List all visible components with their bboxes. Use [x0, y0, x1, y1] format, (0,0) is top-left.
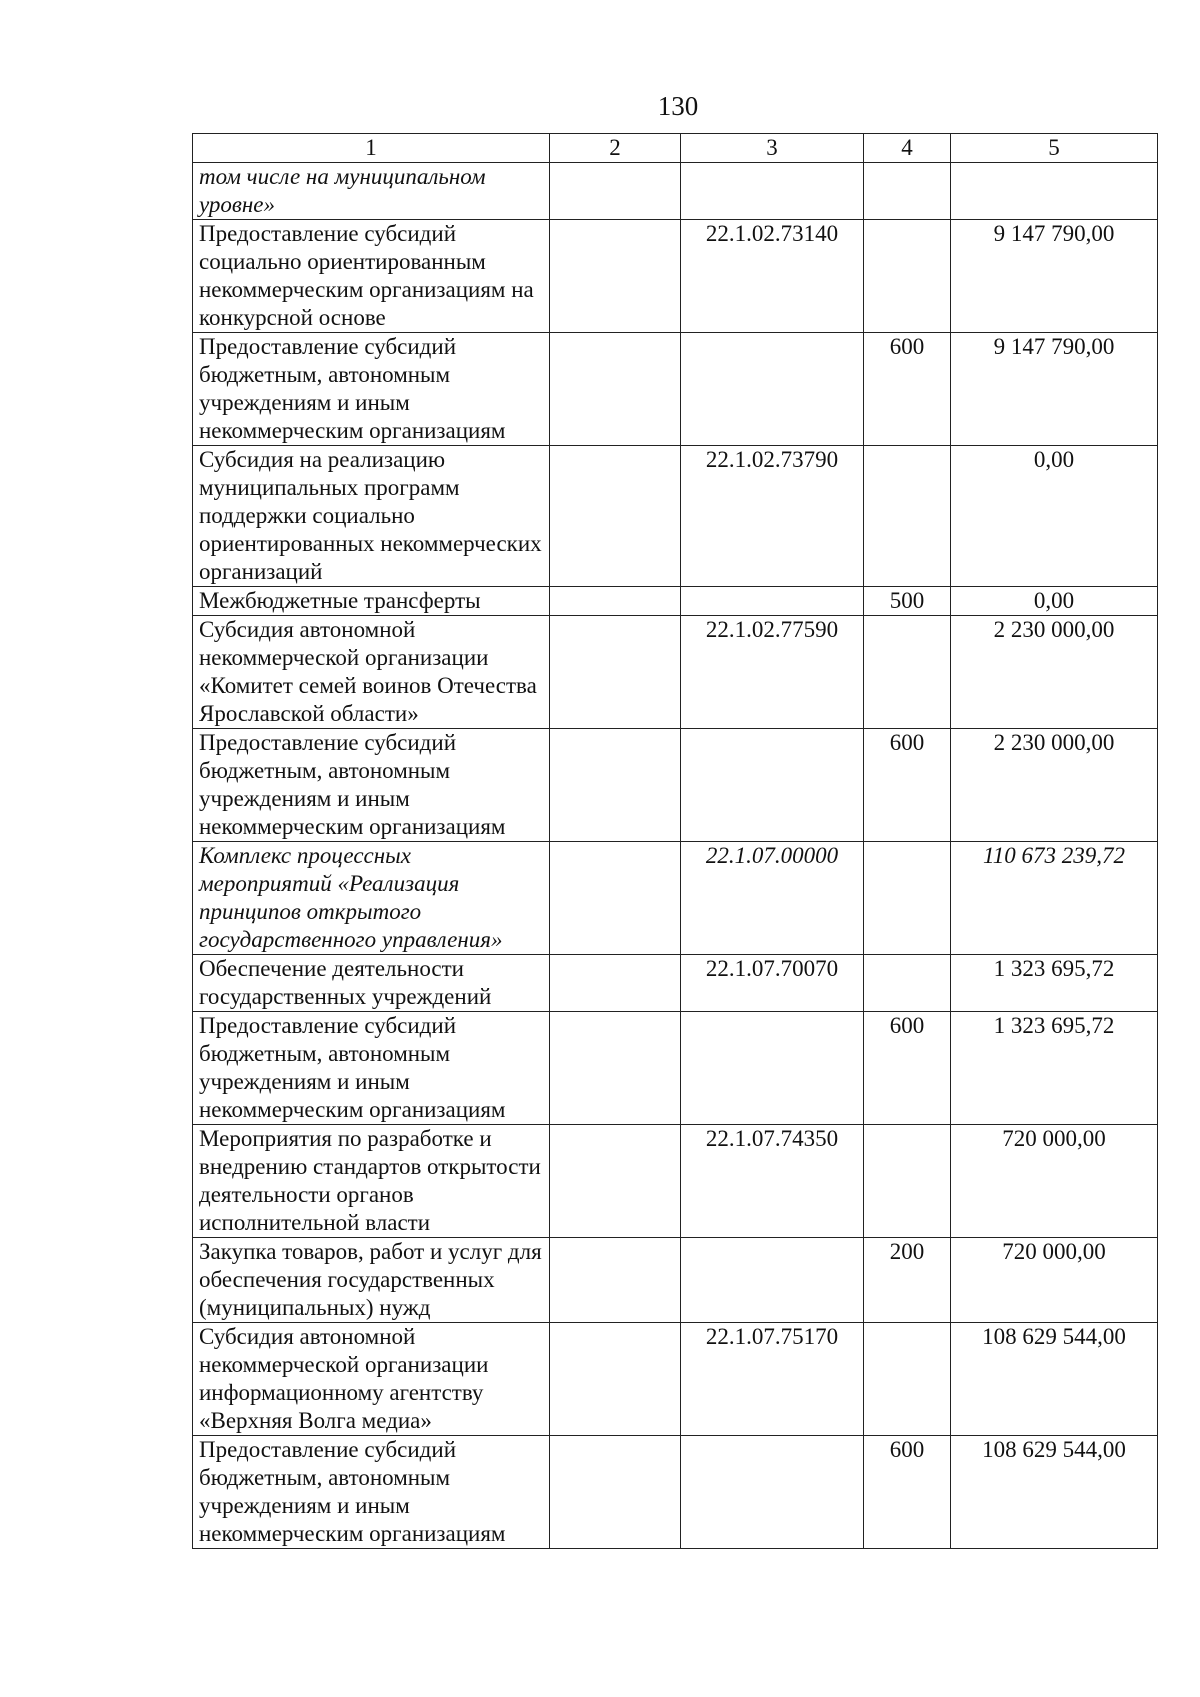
row-name-cell: Предоставление субсидий бюджетным, автономным учреждениям и иным некоммерческим организациям — [193, 333, 550, 446]
row-col2-cell — [550, 587, 681, 616]
row-col2-cell — [550, 955, 681, 1012]
table-row — [193, 587, 1158, 616]
row-name-cell: Предоставление субсидий бюджетным, автономным учреждениям и иным некоммерческим организациям — [193, 729, 550, 842]
row-amount-cell: 2 230 000,00 — [951, 616, 1158, 729]
table-row — [193, 1238, 1158, 1323]
row-amount-cell: 108 629 544,00 — [951, 1323, 1158, 1436]
row-code-cell: 22.1.07.74350 — [681, 1125, 864, 1238]
row-name-cell: том числе на муниципальном уровне» — [193, 163, 550, 220]
table-row — [193, 1323, 1158, 1436]
row-code-cell: 22.1.02.73140 — [681, 220, 864, 333]
column-header-3: 3 — [681, 134, 864, 163]
row-type-cell: 600 — [864, 333, 951, 446]
row-type-cell: 600 — [864, 1012, 951, 1125]
table-row — [193, 616, 1158, 729]
row-name-cell: Предоставление субсидий бюджетным, автономным учреждениям и иным некоммерческим организациям — [193, 1012, 550, 1125]
row-code-cell: 22.1.07.75170 — [681, 1323, 864, 1436]
row-name-cell: Субсидия автономной некоммерческой организации «Комитет семей воинов Отечества Ярославской области» — [193, 616, 550, 729]
page-number: 130 — [657, 91, 699, 121]
row-code-cell: 22.1.02.77590 — [681, 616, 864, 729]
row-amount-cell: 1 323 695,72 — [951, 955, 1158, 1012]
row-code-cell — [681, 1436, 864, 1549]
table-row — [193, 729, 1158, 842]
row-col2-cell — [550, 1012, 681, 1125]
table-row — [193, 842, 1158, 955]
row-type-cell: 200 — [864, 1238, 951, 1323]
row-type-cell: 600 — [864, 729, 951, 842]
row-code-cell — [681, 587, 864, 616]
column-header-1: 1 — [193, 134, 550, 163]
row-type-cell — [864, 220, 951, 333]
row-type-cell — [864, 616, 951, 729]
row-amount-cell: 110 673 239,72 — [951, 842, 1158, 955]
row-col2-cell — [550, 333, 681, 446]
row-col2-cell — [550, 220, 681, 333]
row-amount-cell: 0,00 — [951, 587, 1158, 616]
row-amount-cell: 9 147 790,00 — [951, 333, 1158, 446]
row-code-cell — [681, 1012, 864, 1125]
row-code-cell — [681, 729, 864, 842]
row-col2-cell — [550, 616, 681, 729]
row-code-cell — [681, 1238, 864, 1323]
table-row — [193, 1436, 1158, 1549]
row-name-cell: Предоставление субсидий социально ориентированным некоммерческим организациям на конкурсной основе — [193, 220, 550, 333]
table-header-row — [193, 134, 1158, 163]
table-body — [193, 163, 1158, 1549]
row-type-cell: 500 — [864, 587, 951, 616]
row-name-cell: Обеспечение деятельности государственных учреждений — [193, 955, 550, 1012]
row-col2-cell — [550, 1125, 681, 1238]
row-col2-cell — [550, 163, 681, 220]
row-name-cell: Комплекс процессных мероприятий «Реализация принципов открытого государственного управления» — [193, 842, 550, 955]
row-code-cell: 22.1.02.73790 — [681, 446, 864, 587]
row-amount-cell — [951, 163, 1158, 220]
row-name-cell: Закупка товаров, работ и услуг для обеспечения государственных (муниципальных) нужд — [193, 1238, 550, 1323]
row-amount-cell: 720 000,00 — [951, 1238, 1158, 1323]
row-amount-cell: 720 000,00 — [951, 1125, 1158, 1238]
row-code-cell — [681, 163, 864, 220]
row-col2-cell — [550, 1436, 681, 1549]
row-type-cell — [864, 1323, 951, 1436]
row-type-cell: 600 — [864, 1436, 951, 1549]
row-amount-cell: 1 323 695,72 — [951, 1012, 1158, 1125]
row-code-cell: 22.1.07.00000 — [681, 842, 864, 955]
row-name-cell: Межбюджетные трансферты — [193, 587, 550, 616]
row-code-cell: 22.1.07.70070 — [681, 955, 864, 1012]
row-col2-cell — [550, 446, 681, 587]
row-type-cell — [864, 446, 951, 587]
budget-table — [192, 133, 1158, 1549]
table-row — [193, 163, 1158, 220]
row-name-cell: Мероприятия по разработке и внедрению стандартов открытости деятельности органов исполнительной власти — [193, 1125, 550, 1238]
column-header-2: 2 — [550, 134, 681, 163]
table-row — [193, 220, 1158, 333]
column-header-5: 5 — [951, 134, 1158, 163]
row-amount-cell: 9 147 790,00 — [951, 220, 1158, 333]
row-name-cell: Субсидия на реализацию муниципальных программ поддержки социально ориентированных некоммерческих организаций — [193, 446, 550, 587]
row-col2-cell — [550, 1323, 681, 1436]
table-row — [193, 1125, 1158, 1238]
row-code-cell — [681, 333, 864, 446]
row-amount-cell: 0,00 — [951, 446, 1158, 587]
row-amount-cell: 108 629 544,00 — [951, 1436, 1158, 1549]
row-col2-cell — [550, 842, 681, 955]
row-type-cell — [864, 842, 951, 955]
row-col2-cell — [550, 729, 681, 842]
row-type-cell — [864, 955, 951, 1012]
row-amount-cell: 2 230 000,00 — [951, 729, 1158, 842]
table-row — [193, 446, 1158, 587]
table-row — [193, 333, 1158, 446]
row-col2-cell — [550, 1238, 681, 1323]
row-name-cell: Субсидия автономной некоммерческой организации информационному агентству «Верхняя Волга медиа» — [193, 1323, 550, 1436]
row-type-cell — [864, 1125, 951, 1238]
row-name-cell: Предоставление субсидий бюджетным, автономным учреждениям и иным некоммерческим организациям — [193, 1436, 550, 1549]
column-header-4: 4 — [864, 134, 951, 163]
table-row — [193, 955, 1158, 1012]
table-row — [193, 1012, 1158, 1125]
row-type-cell — [864, 163, 951, 220]
